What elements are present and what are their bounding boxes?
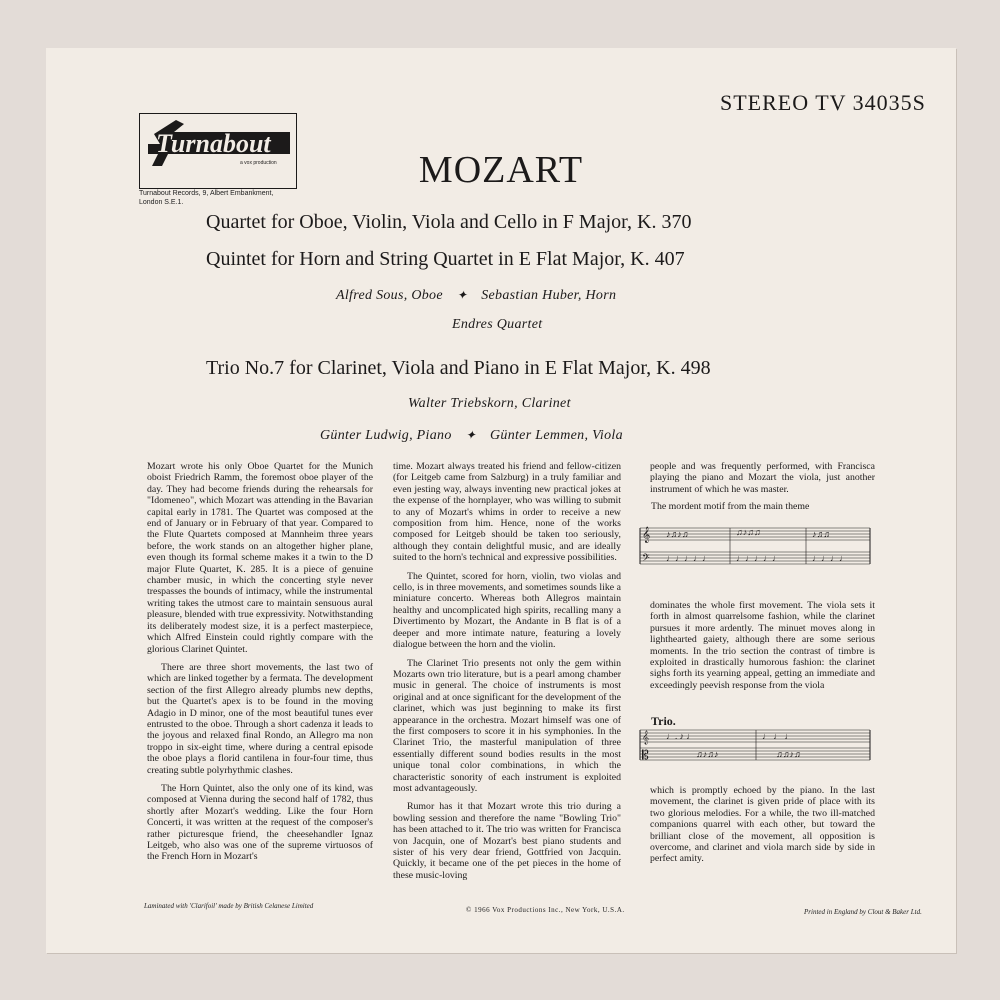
notes-paragraph: which is promptly echoed by the piano. In the last movement, the clarinet is given pride of place with its two glorious melodies. For a while, the two ill-matched companions quarrel with each other, but toward the brilliant close of the movement, all opposition is overcome, and clarinet and viola march side by side in perfect amity. [650, 785, 875, 865]
address-line: London S.E.1. [139, 199, 184, 206]
motif-caption: The mordent motif from the main theme [651, 501, 810, 512]
svg-text:♩♩♩♩♩: ♩♩♩♩♩ [736, 553, 781, 563]
svg-text:♫♫♪♫: ♫♫♪♫ [776, 749, 801, 759]
performer-oboe: Alfred Sous, Oboe [336, 288, 443, 303]
svg-text:♩. ♪ ♩: ♩. ♪ ♩ [666, 731, 696, 741]
svg-text:𝄞: 𝄞 [642, 528, 651, 543]
catalog-number: STEREO TV 34035S [720, 90, 926, 115]
logo-subtitle: a vox production [240, 160, 277, 166]
svg-text:♫♪♫♪: ♫♪♫♪ [696, 749, 719, 759]
notes-paragraph: The Clarinet Trio presents not only the gem within Mozarts own trio literature, but is a pearl among chamber music in general. The choice of instruments is most original and at once significant for the development of the clarinet, which was just beginning to make its first appearance in the orchestra. Mozart himself was one of the first composers to score it in his symphonies. In the Clarinet Trio, the masterful manipulation of three essentially different sound bodies results in the most unique tonal color combinations, in which the characteristic sonority of each instrument is exploited most advantageously. [393, 657, 621, 794]
notes-column-1 [147, 461, 373, 870]
notes-paragraph: There are three short movements, the last two of which are linked together by a fermata. The development section of the first Allegro already plumbs new depths, but the Quartet's apex is to be found in the moving Adagio in D minor, one of the most beautiful tunes ever entrusted to the oboe. Through a short cadenza it leads to the joyous and relaxed final Rondo, an Allegro ma non troppo in six-eight time, where during a central episode the oboe plays a florid cantilena in four-four time, thus creating subtle polyrhythmic clashes. [147, 661, 373, 776]
work-title-horn-quintet: Quintet for Horn and String Quartet in E Flat Major, K. 407 [206, 248, 685, 270]
notes-paragraph: The Horn Quintet, also the only one of its kind, was composed at Vienna during the second half of 1782, thus shortly after Mozart's wedding. Like the four Horn Concerti, it was written at the request of the composer's rather picturesque friend, the cheesehandler Ignaz Leitgeb, who also was one of the supreme virtuosos of the French Horn in Mozart's [147, 782, 373, 863]
music-score-motif [636, 524, 874, 570]
performer-quartet: Endres Quartet [452, 317, 543, 332]
notes-paragraph: time. Mozart always treated his friend and fellow-citizen (for Leitgeb came from Salzburg) in a truly familiar and even jesting way, always inventing new practical jokes at the expense of the hornplayer, who was willing to submit to any of Mozart's whims in order to receive a new composition from him. Hence, none of the works composed for Leitgeb should be taken too seriously, although they contain delightful music, and are ideally suited to the horn's technical and expressive possibilities. [393, 461, 621, 564]
music-score-trio [636, 726, 874, 762]
work-title-oboe-quartet: Quartet for Oboe, Violin, Viola and Cello in F Major, K. 370 [206, 211, 692, 233]
notes-paragraph: Rumor has it that Mozart wrote this trio during a bowling session and therefore the name "Bowling Trio" has been attached to it. The trio was written for Francisca von Jacquin, one of Mozart's best piano students and sister of his very dear friend, Gottfried von Jacquin. Quickly, it became one of the pet pieces in the home of these music-loving [393, 801, 621, 881]
svg-text:𝄡: 𝄡 [642, 748, 649, 762]
address-line: Turnabout Records, 9, Albert Embankment, [139, 190, 274, 197]
svg-text:♩ ♩ ♩: ♩ ♩ ♩ [762, 731, 794, 741]
svg-text:♫♪♫♫: ♫♪♫♫ [736, 527, 761, 537]
work-title-clarinet-trio: Trio No.7 for Clarinet, Viola and Piano in E Flat Major, K. 498 [206, 357, 711, 379]
label-address [139, 189, 309, 207]
performer-clarinet: Walter Triebskorn, Clarinet [408, 396, 571, 411]
trio-caption: Trio. [651, 714, 676, 728]
performer-viola: Günter Lemmen, Viola [489, 428, 623, 443]
notes-column-3-bottom [650, 785, 875, 872]
star-separator-icon: ✦ [456, 288, 468, 302]
turnabout-logo [139, 113, 297, 189]
performers-line-trio [320, 428, 623, 444]
logo-wordmark: Turnabout [156, 129, 271, 158]
notes-paragraph: Mozart wrote his only Oboe Quartet for the Munich oboist Friedrich Ramm, the foremost oboe player of the day. They had become friends during the rehearsals for "Idomeneo", which Mozart was attending in the Bavarian capital early in 1781. The Quartet was composed at the end of January or in February of that year. Compared to the Flute Quartets composed at Mannheim three years before, the work stands on an altogether higher plane, even though its formal scheme makes it a twin to the D major Flute Quartet, K. 285. It is a piece of genuine chamber music, in which the concerting style never trespasses the bounds of intimacy, while the instrumental writing takes the utmost care to maintain sensuous aural pleasure, blended with true expressivity. Notwithstanding its deliberately modest size, it is a perfect masterpiece, which Alfred Einstein could rightly compare with the glorious Clarinet Quintet. [147, 461, 373, 655]
star-separator-icon: ✦ [465, 428, 476, 442]
notes-column-3-top [650, 461, 875, 502]
notes-paragraph: dominates the whole first movement. The viola sets it forth in almost quarrelsome fashion, while the clarinet pursues it more ardently. The minuet moves along in lighthearted gaiety, although there are some serious moments. In the trio section the contrast of timbre is exploited in drastically humorous fashion: the clarinet sighs forth its yearning appeal, getting an immediate and exceedingly peevish response from the viola [650, 600, 875, 691]
logo-graphic [140, 114, 296, 188]
svg-text:♩♩♩♩♩: ♩♩♩♩♩ [666, 553, 711, 563]
footer-printer-credit: Printed in England by Clout & Baker Ltd. [804, 908, 922, 916]
svg-text:𝄞: 𝄞 [642, 730, 650, 744]
composer-title: MOZART [418, 149, 584, 191]
performers-line-1 [336, 288, 616, 304]
footer-copyright: © 1966 Vox Productions Inc., New York, U.S.A. [466, 906, 625, 914]
svg-text:♪♫♫: ♪♫♫ [812, 529, 830, 539]
notes-paragraph: The Quintet, scored for horn, violin, two violas and cello, is in three movements, and sometimes sounds like a miniature concerto. Whereas both Allegros maintain healthy and uncomplicated high spirits, recalling many a Divertimento by Mozart, the Andante in B flat is of a deeper and more intimate nature, featuring a lovely dialogue between the horn and the violin. [393, 570, 621, 651]
footer-laminate-credit: Laminated with 'Clarifoil' made by British Celanese Limited [144, 902, 314, 910]
svg-text:♪♫♪♫: ♪♫♪♫ [666, 529, 689, 539]
svg-text:𝄢: 𝄢 [642, 552, 650, 566]
performer-horn: Sebastian Huber, Horn [481, 288, 617, 303]
notes-paragraph: people and was frequently performed, with Francisca playing the piano and Mozart the viola, just another instrument of which he was master. [650, 461, 875, 495]
notes-column-3-middle [650, 600, 875, 698]
performer-piano: Günter Ludwig, Piano [320, 428, 452, 443]
record-sleeve-back [46, 48, 956, 953]
svg-text:♩♩♩♩: ♩♩♩♩ [812, 553, 848, 563]
notes-column-2 [393, 461, 621, 888]
